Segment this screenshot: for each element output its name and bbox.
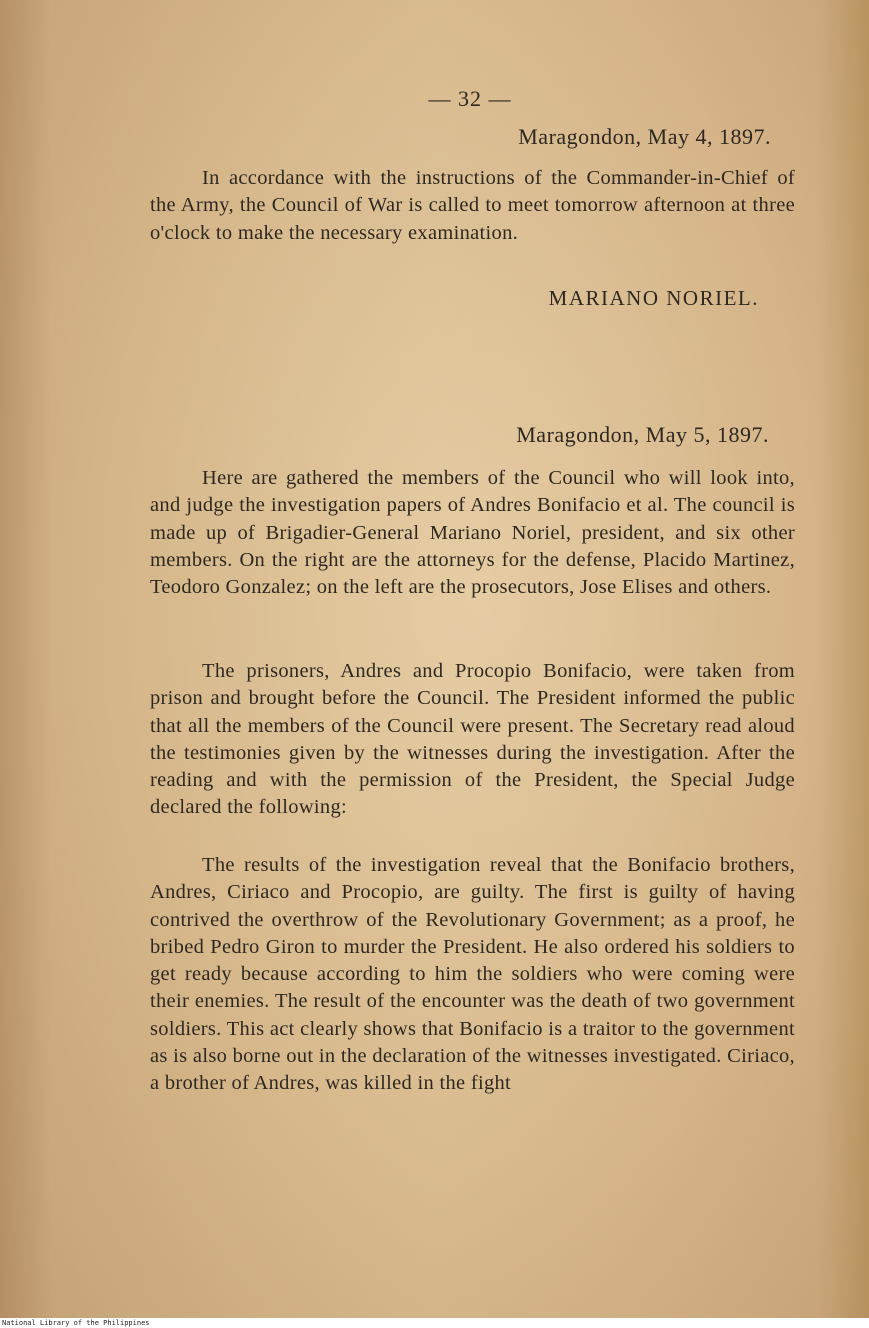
prisoners-paragraph: The prisoners, Andres and Procopio Bonifacio, were taken from prison and brought before the Council. The President informed the public that all the members of the Council were present. The Secretary read aloud the testimonies given by the witnesses during the investigation. After the reading and with the permission of the President, the Special Judge declared the following: — [150, 660, 795, 819]
library-credit: National Library of the Philippines — [2, 1319, 150, 1327]
council-call-paragraph: In accordance with the instructions of the Commander-in-Chief of the Army, the Council of War is called to meet tomorrow afternoon at three o'clock to make the necessary examination. — [150, 167, 795, 244]
investigation-results-paragraph: The results of the investigation reveal that the Bonifacio brothers, Andres, Ciriaco and Procopio, are guilty. The first is guilty of having contrived the overthrow of the Revolutionary Government; as a proof, he bribed Pedro Giron to murder the President. He also ordered his soldiers to get ready because according to him the soldiers who were coming were their enemies. The result of the encounter was the death of two government soldiers. This act clearly shows that Bonifacio is a traitor to the government as is also borne out in the declaration of the witnesses investigated. Ciriaco, a brother of Andres, was killed in the fight — [150, 854, 795, 1095]
dateline-may-4: Maragondon, May 4, 1897. — [518, 124, 771, 149]
page-number: — 32 — — [428, 86, 512, 111]
dateline-may-5: Maragondon, May 5, 1897. — [516, 422, 769, 447]
signature-mariano-noriel: MARIANO NORIEL. — [548, 286, 759, 310]
council-members-paragraph: Here are gathered the members of the Council who will look into, and judge the investigation papers of Andres Bonifacio et al. The council is made up of Brigadier-General Mariano Noriel, president, and six other members. On the right are the attorneys for the defense, Placido Martinez, Teodoro Gonzalez; on the left are the prosecutors, Jose Elises and others. — [150, 467, 795, 599]
